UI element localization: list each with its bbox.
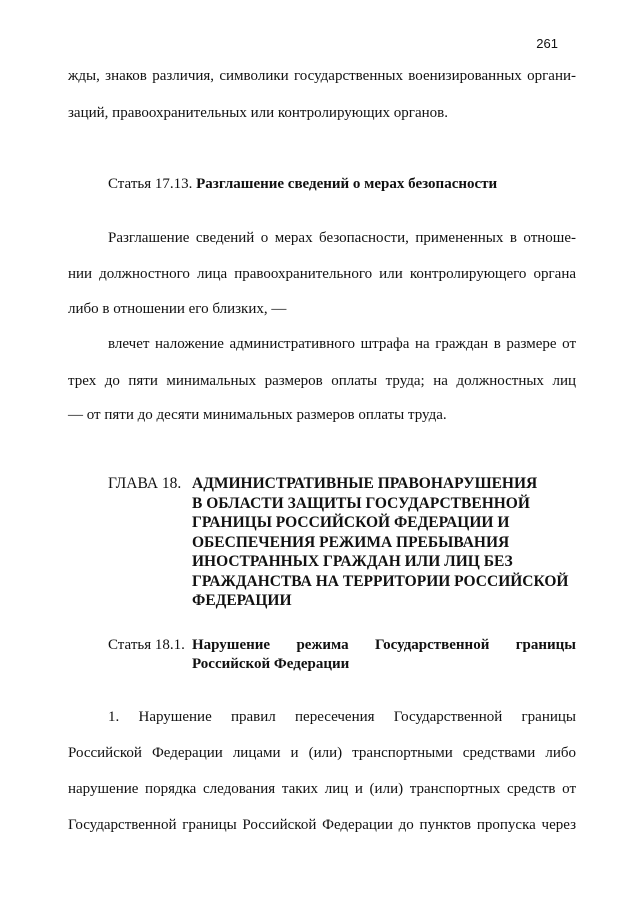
article-17-13-heading	[108, 175, 576, 193]
article-label: Статья 17.13.	[108, 176, 193, 192]
article-17-13-para2-line1: влечет наложение административного штрафа на граждан в размере от	[108, 336, 576, 352]
article-17-13-para1-line3: либо в отношении его близких, —	[68, 301, 287, 317]
page-number: 261	[536, 36, 558, 51]
article-label: Статья 18.1.	[108, 637, 185, 653]
article-18-1-para1-line1: 1. Нарушение правил пересечения Государственной границы	[108, 709, 576, 725]
chapter-label: ГЛАВА 18.	[108, 475, 182, 492]
article-17-13-para1-line2: нии должностного лица правоохранительного или контролирующего органа	[68, 266, 576, 282]
continuation-line-1: жды, знаков различия, символики государственных военизированных органи-	[68, 68, 576, 84]
article-17-13-para2-line2: трех до пяти минимальных размеров оплаты труда; на должностных лиц	[68, 373, 576, 389]
article-17-13-para2-line3: — от пяти до десяти минимальных размеров оплаты труда.	[68, 407, 447, 423]
article-18-1-para1-line3: нарушение порядка следования таких лиц и (или) транспортных средств от	[68, 781, 576, 797]
article-title-line-1: Нарушение режима Государственной границы	[192, 637, 576, 653]
article-title-line-2: Российской Федерации	[192, 656, 350, 672]
article-17-13-para1-line1: Разглашение сведений о мерах безопасности, примененных в отноше-	[108, 230, 576, 246]
continuation-line-2: заций, правоохранительных или контролирующих органов.	[68, 105, 448, 121]
article-18-1-para1-line2: Российской Федерации лицами и (или) транспортными средствами либо	[68, 745, 576, 761]
article-title: Разглашение сведений о мерах безопасности	[196, 176, 498, 192]
chapter-title: АДМИНИСТРАТИВНЫЕ ПРАВОНАРУШЕНИЯ В ОБЛАСТИ ЗАЩИТЫ ГОСУДАРСТВЕННОЙ ГРАНИЦЫ РОССИЙСКОЙ ФЕДЕРАЦИИ И ОБЕСПЕЧЕНИЯ РЕЖИМА ПРЕБЫВАНИЯ ИНОСТРАННЫХ ГРАЖДАН ИЛИ ЛИЦ БЕЗ ГРАЖДАНСТВА НА ТЕРРИТОРИИ РОССИЙСКОЙ ФЕДЕРАЦИИ	[192, 475, 569, 609]
article-18-1-para1-line4: Государственной границы Российской Федерации до пунктов пропуска через	[68, 817, 576, 833]
